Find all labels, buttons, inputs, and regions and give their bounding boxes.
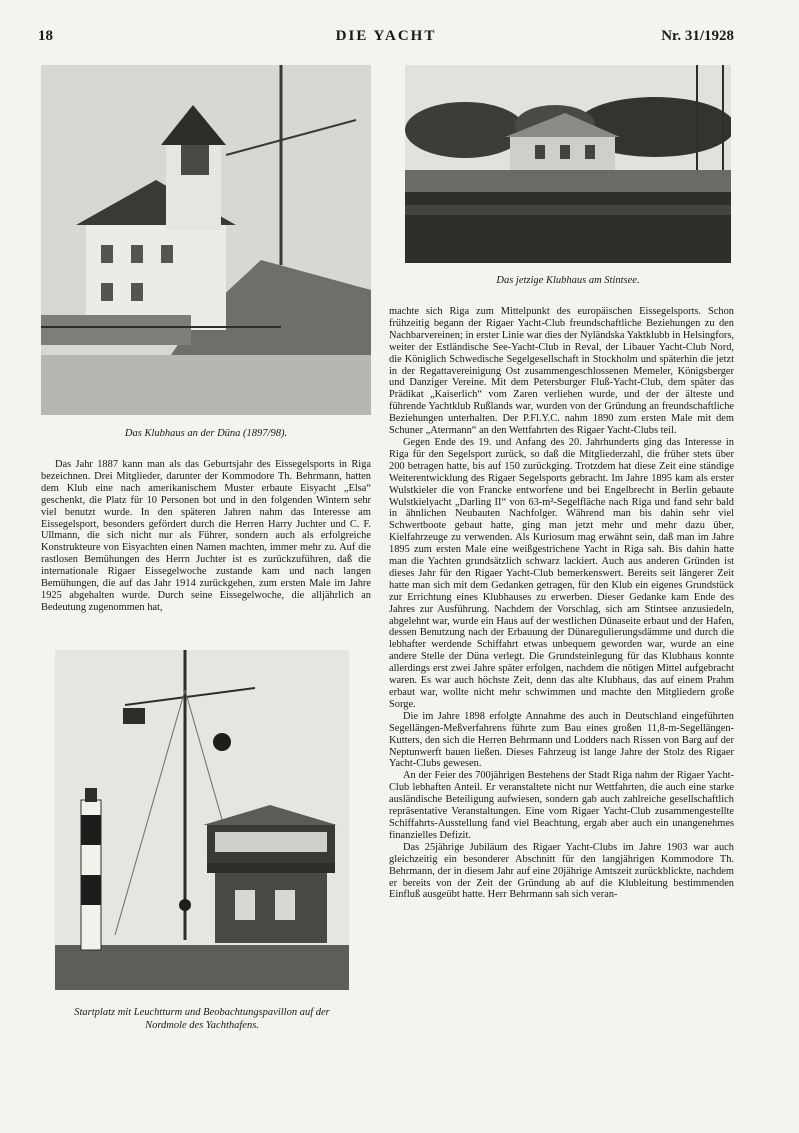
photo-clubhouse-stintsee xyxy=(405,65,731,263)
right-paragraph-2: Gegen Ende des 19. und Anfang des 20. Jahrhunderts ging das Interesse in Riga für den Segelsport zurück, so daß die Mitgliederzahl, die früher stets über 200 betragen hatte, bis auf 150 zurückging. Trotzdem hat diese Zeit eine ständige Weiterentwicklung des Rigaer Segelsports gebracht. Im Jahre 1895 kam als erster Wulstkieler die von Francke entworfene und bei Engelbrecht in Berlin gebaute Wulstkielyacht „Darling II“ von 63-m²-Segelfläche nach Riga und fand sehr bald in ähnlichen Neubauten Nachfolger. Während man bis dahin sehr viel Schwertboote gebaut hatte, ging man jetzt mehr und mehr dazu über, Kielfahrzeuge zu verwenden. Als Kuriosum mag erwähnt sein, daß man im Jahre 1895 zum ersten Male eine weißgestrichene Yacht in Riga sah. Bis dahin hatte man die Yachten grundsätzlich schwarz lackiert. Auch aus anderen Gründen ist dieses Jahr für den Rigaer Yacht-Club bemerkenswert. Bereits seit längerer Zeit hatte man sich mit dem Gedanken getragen, für den Klub ein eigenes Grundstück zur Errichtung eines Klubhauses zu erwerben. Dieser Gedanke kam Ende des Jahres zur Ausführung. Nachdem der Vorschlag, sich am Stintsee anzusiedeln, abgelehnt war, wurde ein Haus auf der westlichen Dünaseite erbaut und der Hafen, dessen Benutzung nach der Erbauung der Dünaregulierungsdämme und durch die lebhafter werdende Schiffahrt etwas unbequem geworden war, wurde an eine andere Stelle der Düna verlegt. Die Grundsteinlegung für das Klubhaus konnte allerdings erst zwei Jahre später erfolgen, nachdem die nötigen Mittel aufgebracht waren. Es war auch höchste Zeit, denn das alte Klubhaus, das auf einem Prahm erbaut war, wollte nicht mehr schwimmen und machte den Mitgliedern große Sorge. xyxy=(389,436,734,710)
caption-photo-startplatz-line2: Nordmole des Yachthafens. xyxy=(145,1020,259,1031)
right-paragraph-1: machte sich Riga zum Mittelpunkt des europäischen Eissegelsports. Schon frühzeitig begann der Rigaer Yacht-Club freundschaftliche Beziehungen zu den Nachbarvereinen; in erster Linie war dies der Nyländska Yaktklubb in Helsingfors, weiter der Estländische See-Yacht-Club in Reval, der Libauer Yacht-Club Nord, die Königlich Schwedische Segelgesellschaft in Stockholm und späterhin die jetzt in der Regattavereinigung Ost zusammengeschlossenen Memeler, Königsberger und Danziger Vereine. Mit dem Petersburger Fluß-Yacht-Club, dem später das Prädikat „Kaiserlich“ vom Zaren verliehen wurde, und der der älteste und führende Yachtklub Rußlands war, wurden von der Gründung an freundschaftliche Beziehungen unterhalten. Der P.Fl.Y.C. nahm 1890 zum ersten Male mit dem Schuner „Atermann“ an den Wettfahrten des Rigaer Yacht-Clubs teil. xyxy=(389,306,734,437)
journal-title: DIE YACHT xyxy=(335,28,437,44)
caption-photo-clubhouse-stintsee: Das jetzige Klubhaus am Stintsee. xyxy=(496,275,640,286)
page-header xyxy=(38,28,734,48)
caption-photo-clubhouse-duena: Das Klubhaus an der Düna (1897/98). xyxy=(124,428,288,439)
photo-clubhouse-duena xyxy=(41,65,371,415)
right-column-text xyxy=(389,306,734,901)
issue-number: Nr. 31/1928 xyxy=(661,28,734,44)
right-paragraph-5: Das 25jährige Jubiläum des Rigaer Yacht-Clubs im Jahre 1903 war auch gleichzeitig ein besonderer Abschnitt für den langjährigen Kommodore Th. Behrmann, der in diesem Jahr auf eine 20jährige Amtszeit zurückblickte, nachdem er bereits von der Zeit der Gründung ab auf die Klubleitung bestimmenden Einfluß ausgeübt hatte. Herr Behrmann sah sich veran- xyxy=(389,841,734,901)
left-column-text xyxy=(41,459,371,614)
left-paragraph-1: Das Jahr 1887 kann man als das Geburtsjahr des Eissegelsports in Riga bezeichnen. Drei Mitglieder, darunter der Kommodore Th. Behrmann, hatten dem Klub eine nach amerikanischem Muster erbaute Eisyacht „Elsa“ geschenkt, die Platz für 10 Personen bot und in den folgenden Wintern sehr viel benutzt wurde. In den späteren Jahren nahm das Interesse am Eissegelsport, besonders gefördert durch die Herren Harry Juchter und C. F. Ullmann, die sich nicht nur als Führer, sondern auch als erfolgreiche Konstrukteure von Eisyachten einen Namen machten, immer mehr zu. Auf die rastlosen Bemühungen des Herrn Juchter ist es zurückzuführen, daß die internationale Rigaer Eissegelwoche zustande kam und nach langen Bemühungen, die auf das Jahr 1914 zurückgehen, zum ersten Male im Jahre 1925 abgehalten wurde. Durch seine Eissegelwoche, die alljährlich an Bedeutung zugenommen hat, xyxy=(41,459,371,613)
caption-photo-startplatz-line1: Startplatz mit Leuchtturm und Beobachtungspavillon auf der xyxy=(74,1007,330,1018)
right-paragraph-3: Die im Jahre 1898 erfolgte Annahme des auch in Deutschland eingeführten Segellängen-Meßverfahrens führte zum Bau eines großen 11,8-m-Segellängen-Kutters, den sich die Herren Behrmann und Lodders nach Rissen von Barg auf der Neptunwerft bauen ließen. Dieses Fahrzeug ist lange Jahre der Stolz des Rigaer Yacht-Clubs gewesen. xyxy=(389,710,734,770)
photo-startplatz-leuchtturm xyxy=(55,650,349,990)
caption-photo-startplatz xyxy=(22,1006,382,1032)
page-number: 18 xyxy=(38,28,53,44)
right-paragraph-4: An der Feier des 700jährigen Bestehens der Stadt Riga nahm der Rigaer Yacht-Club lebhaften Anteil. Er veranstaltete nicht nur Wettfahrten, die auch eine starke ausländische Beteiligung aufwiesen, sondern gab auch zahlreiche gesellschaftlich repräsentative Veranstaltungen. Eine vom Rigaer Yacht-Club zusammengestellte Schiffahrts-Ausstellung fand viel Beachtung, ergab aber auch ein unangenehmes finanzielles Defizit. xyxy=(389,770,734,841)
